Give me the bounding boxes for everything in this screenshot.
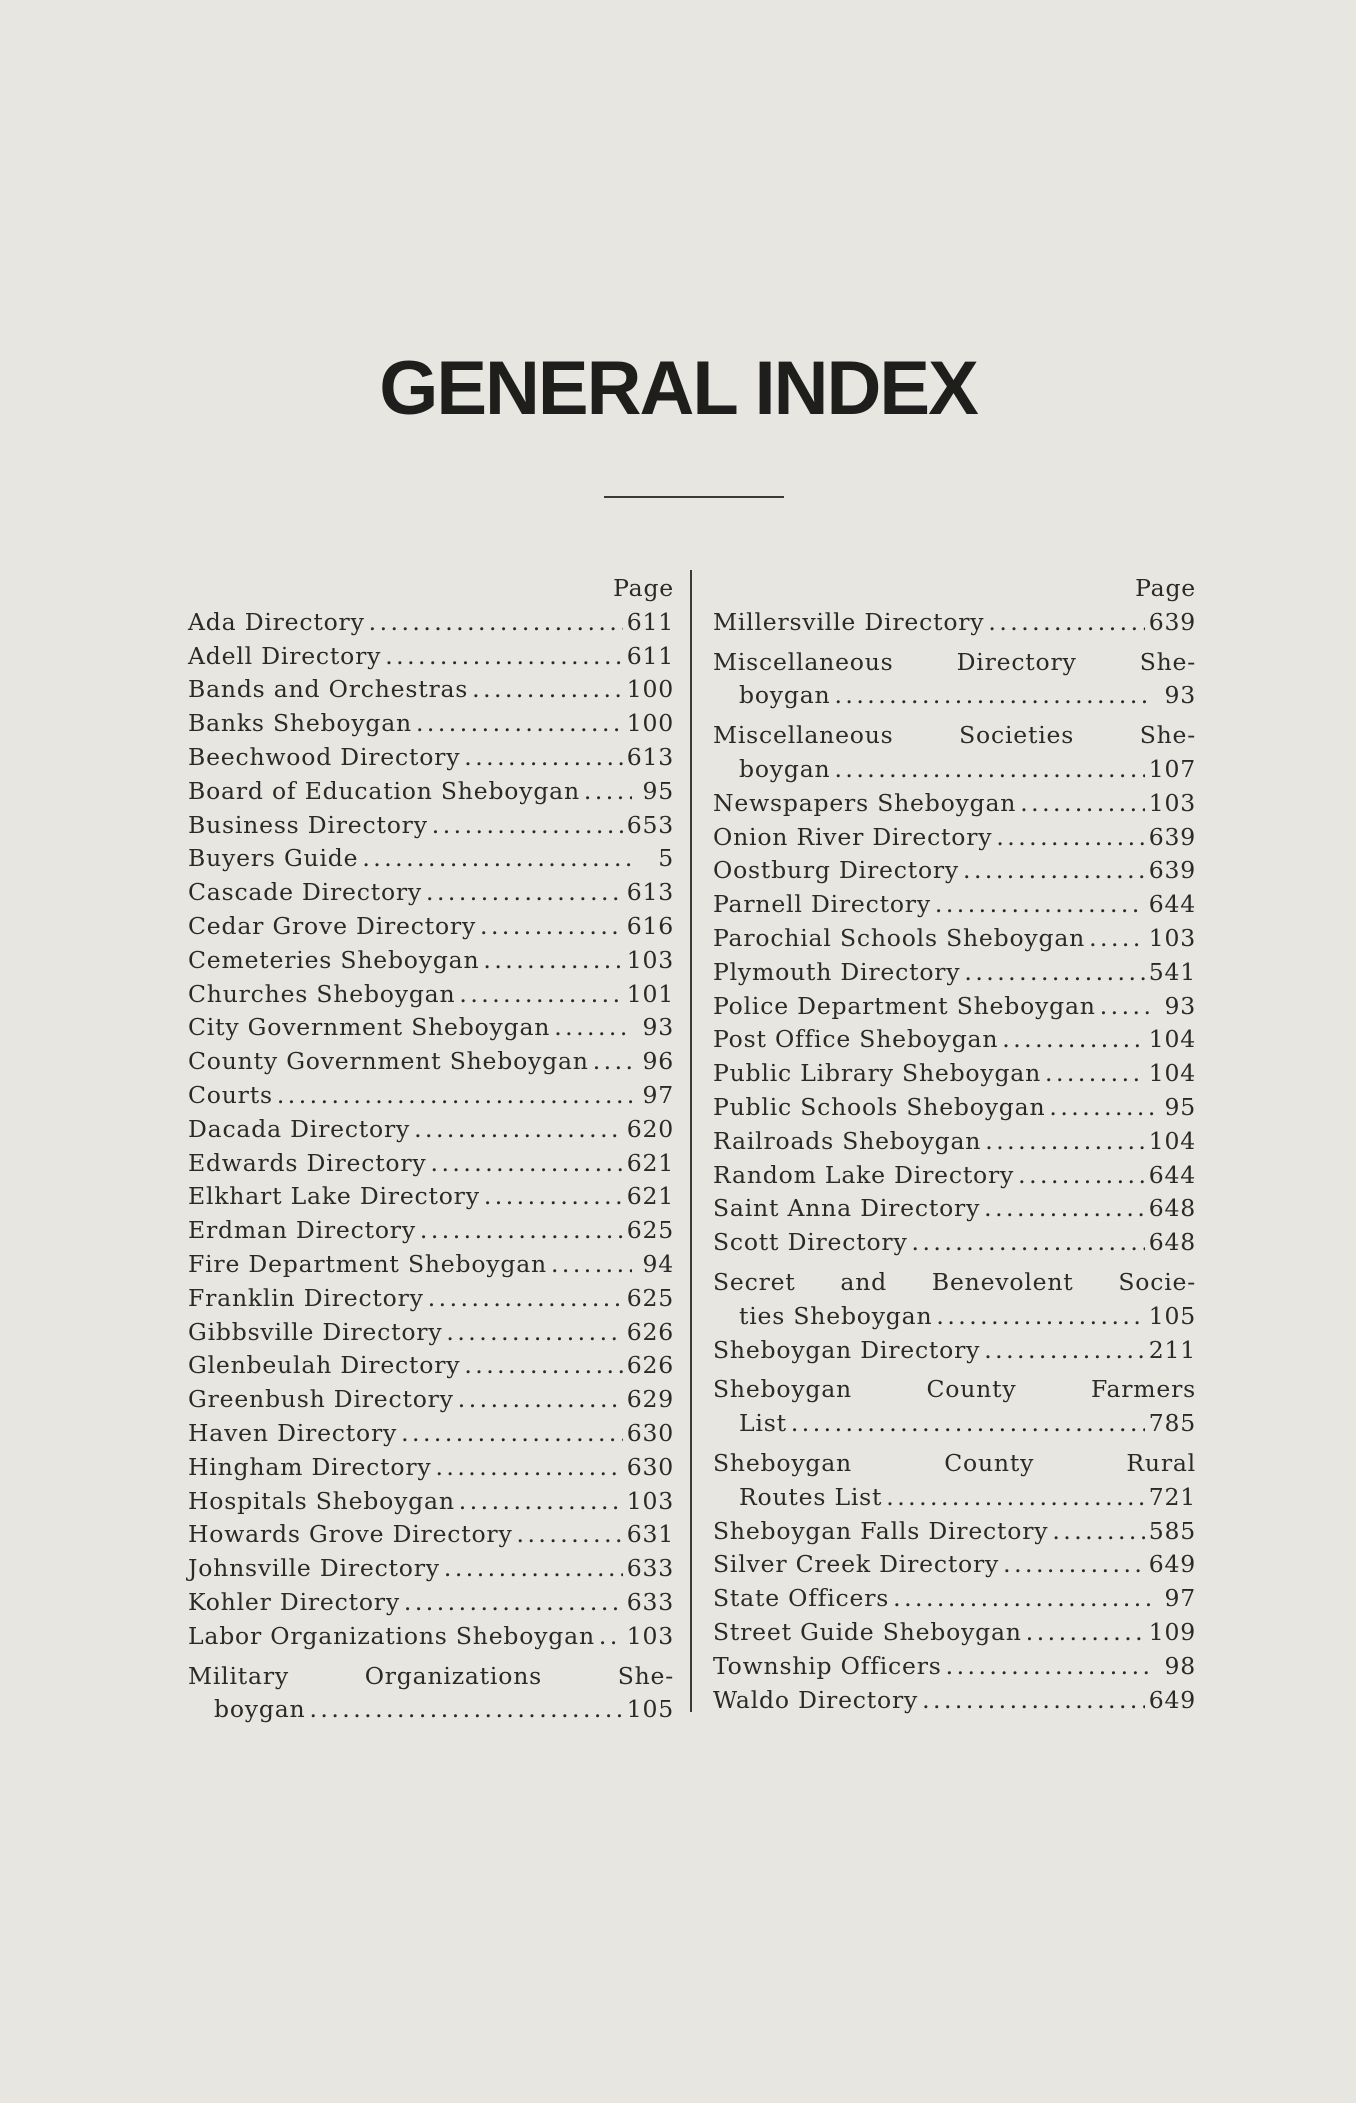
dot-leader [309, 1693, 622, 1727]
dot-leader [834, 753, 1144, 787]
entry-name: Buyers Guide [188, 844, 359, 873]
entry-page-number: 639 [1148, 822, 1196, 851]
column-divider [690, 570, 692, 1712]
entry-name: Cedar Grove Directory [188, 911, 477, 940]
index-entry [713, 1373, 1196, 1441]
entry-name: Township Officers [713, 1651, 942, 1680]
dot-leader [484, 1180, 623, 1214]
dot-leader [1089, 922, 1145, 956]
dot-leader [551, 1248, 632, 1282]
entry-name: Franklin Directory [188, 1283, 424, 1312]
index-entry [188, 775, 674, 809]
index-entry [188, 1349, 674, 1383]
index-entry [713, 1057, 1196, 1091]
dot-leader [464, 741, 622, 775]
entry-name: Glenbeulah Directory [188, 1351, 461, 1380]
index-entry [188, 876, 674, 910]
entry-name: City Government Sheboygan [188, 1013, 551, 1042]
entry-name: Fire Department Sheboygan [188, 1249, 547, 1278]
dot-leader [404, 1586, 623, 1620]
entry-page-number: 105 [1148, 1301, 1196, 1330]
dot-leader [886, 1481, 1144, 1515]
entry-name: Onion River Directory [713, 822, 993, 851]
dot-leader [459, 1485, 623, 1519]
index-entries-left [188, 606, 674, 1727]
dot-leader [446, 1316, 622, 1350]
dot-leader [362, 842, 632, 876]
entry-name: Saint Anna Directory [713, 1194, 981, 1223]
dot-leader [480, 910, 623, 944]
dot-leader [1020, 787, 1145, 821]
dot-leader [426, 876, 623, 910]
entry-page-number: 95 [1164, 1092, 1196, 1121]
entry-name: Public Library Sheboygan [713, 1059, 1042, 1088]
index-entry [713, 922, 1196, 956]
entry-page-number: 626 [626, 1351, 674, 1380]
dot-leader [935, 888, 1145, 922]
entry-page-number: 211 [1148, 1335, 1196, 1364]
entry-page-number: 631 [626, 1520, 674, 1549]
dot-leader [936, 1300, 1144, 1334]
dot-leader [893, 1582, 1154, 1616]
dot-leader [1018, 1159, 1145, 1193]
dot-leader [1049, 1091, 1154, 1125]
dot-leader [414, 1113, 623, 1147]
entry-page-number: 625 [626, 1216, 674, 1245]
index-entry [188, 1045, 674, 1079]
entry-page-number: 626 [626, 1317, 674, 1346]
entry-page-number: 103 [626, 1486, 674, 1515]
entry-name-line1: Secret and Benevolent Socie- [713, 1267, 1196, 1296]
index-entry [188, 1113, 674, 1147]
entry-name: Business Directory [188, 810, 428, 839]
entry-name-line1: Military Organizations She- [188, 1661, 674, 1690]
entry-page-number: 648 [1148, 1194, 1196, 1223]
dot-leader [988, 606, 1144, 640]
entry-name: Sheboygan Directory [713, 1335, 981, 1364]
index-entry [188, 673, 674, 707]
index-entry [713, 1650, 1196, 1684]
dot-leader [554, 1011, 632, 1045]
entry-name: Cascade Directory [188, 878, 423, 907]
entry-page-number: 97 [642, 1080, 674, 1109]
entry-page-number: 103 [1148, 923, 1196, 952]
index-entry [713, 1091, 1196, 1125]
index-entry [713, 1548, 1196, 1582]
index-entry [188, 978, 674, 1012]
title-rule [604, 496, 784, 498]
dot-leader [1052, 1515, 1144, 1549]
entry-page-number: 648 [1148, 1228, 1196, 1257]
dot-leader [1002, 1023, 1144, 1057]
index-entry [713, 854, 1196, 888]
index-entry [188, 707, 674, 741]
entry-page-number: 103 [626, 945, 674, 974]
entry-page-number: 541 [1148, 957, 1196, 986]
entry-page-number: 653 [626, 810, 674, 839]
entry-page-number: 616 [626, 911, 674, 940]
dot-leader [834, 679, 1154, 713]
entry-page-number: 625 [626, 1283, 674, 1312]
entry-page-number: 621 [626, 1148, 674, 1177]
entry-name: Haven Directory [188, 1418, 398, 1447]
entry-name: Police Department Sheboygan [713, 991, 1096, 1020]
dot-leader [1026, 1616, 1145, 1650]
entry-page-number: 104 [1148, 1059, 1196, 1088]
dot-leader [420, 1214, 623, 1248]
entry-name: Public Schools Sheboygan [713, 1092, 1046, 1121]
entry-page-number: 98 [1164, 1651, 1196, 1680]
index-entry [188, 606, 674, 640]
entry-page-number: 630 [626, 1452, 674, 1481]
entry-page-number: 611 [626, 607, 674, 636]
entry-page-number: 630 [626, 1418, 674, 1447]
entry-page-number: 107 [1148, 754, 1196, 783]
entry-name: County Government Sheboygan [188, 1047, 589, 1076]
page-column-header: Page [613, 574, 674, 602]
entry-name: Plymouth Directory [713, 957, 961, 986]
entry-name-line2: boygan [739, 681, 831, 710]
entry-name: Adell Directory [188, 641, 382, 670]
entry-page-number: 613 [626, 878, 674, 907]
dot-leader [985, 1125, 1144, 1159]
entry-page-number: 93 [1164, 991, 1196, 1020]
entry-name-line2: List [739, 1409, 787, 1438]
entry-page-number: 585 [1148, 1516, 1196, 1545]
entry-name: Beechwood Directory [188, 742, 461, 771]
index-entry [188, 842, 674, 876]
index-entry [188, 1147, 674, 1181]
index-entry [713, 956, 1196, 990]
entry-name: Ada Directory [188, 607, 365, 636]
entry-page-number: 649 [1148, 1550, 1196, 1579]
entry-page-number: 649 [1148, 1685, 1196, 1714]
entry-name: Dacada Directory [188, 1114, 411, 1143]
index-entry [713, 1515, 1196, 1549]
entry-page-number: 94 [642, 1249, 674, 1278]
entry-name-line1: Miscellaneous Societies She- [713, 721, 1196, 750]
entry-page-number: 5 [658, 844, 674, 873]
entry-page-number: 105 [626, 1695, 674, 1724]
dot-leader [416, 707, 623, 741]
entry-page-number: 785 [1148, 1409, 1196, 1438]
entry-name: Kohler Directory [188, 1587, 400, 1616]
dot-leader [946, 1650, 1154, 1684]
index-entry [713, 1582, 1196, 1616]
index-entry [188, 1552, 674, 1586]
entry-page-number: 97 [1164, 1584, 1196, 1613]
entry-name: Parnell Directory [713, 890, 931, 919]
index-entry [713, 1159, 1196, 1193]
page-column-header: Page [1135, 574, 1196, 602]
entry-name: Railroads Sheboygan [713, 1126, 982, 1155]
index-entry [188, 1214, 674, 1248]
entry-page-number: 93 [642, 1013, 674, 1042]
entry-name: Post Office Sheboygan [713, 1025, 999, 1054]
index-entry [713, 990, 1196, 1024]
dot-leader [444, 1552, 623, 1586]
entry-page-number: 95 [642, 776, 674, 805]
index-entry [713, 1266, 1196, 1334]
dot-leader [922, 1684, 1145, 1718]
index-entry [188, 640, 674, 674]
index-entry [188, 1518, 674, 1552]
dot-leader [277, 1079, 632, 1113]
dot-leader [1100, 990, 1154, 1024]
entry-page-number: 93 [1164, 681, 1196, 710]
index-entry [713, 646, 1196, 714]
entry-name: Waldo Directory [713, 1685, 919, 1714]
dot-leader [458, 1383, 623, 1417]
entry-page-number: 96 [642, 1047, 674, 1076]
entry-name-line2: Routes List [739, 1482, 883, 1511]
entry-name: State Officers [713, 1584, 890, 1613]
entry-page-number: 629 [626, 1385, 674, 1414]
entry-name: Courts [188, 1080, 273, 1109]
entry-page-number: 100 [626, 709, 674, 738]
entry-page-number: 639 [1148, 856, 1196, 885]
entry-name: Elkhart Lake Directory [188, 1182, 480, 1211]
dot-leader [385, 640, 623, 674]
index-entry [713, 1684, 1196, 1718]
index-entry [713, 1616, 1196, 1650]
entry-page-number: 644 [1148, 1160, 1196, 1189]
entry-page-number: 620 [626, 1114, 674, 1143]
entry-name-line1: Sheboygan County Rural [713, 1448, 1196, 1477]
dot-leader [912, 1226, 1145, 1260]
index-entry [188, 1248, 674, 1282]
dot-leader [431, 1147, 623, 1181]
index-entry [713, 821, 1196, 855]
entry-page-number: 104 [1148, 1025, 1196, 1054]
dot-leader [963, 854, 1145, 888]
index-entry [188, 1417, 674, 1451]
dot-leader [517, 1518, 623, 1552]
index-entry [188, 1180, 674, 1214]
index-entry [713, 719, 1196, 787]
entry-name: Board of Education Sheboygan [188, 776, 580, 805]
dot-leader [996, 821, 1144, 855]
index-entry [188, 910, 674, 944]
entry-page-number: 721 [1148, 1482, 1196, 1511]
entry-page-number: 621 [626, 1182, 674, 1211]
dot-leader [428, 1282, 623, 1316]
entry-name-line2: ties Sheboygan [739, 1301, 933, 1330]
index-entry [188, 1620, 674, 1654]
dot-leader [435, 1451, 622, 1485]
entry-name: Sheboygan Falls Directory [713, 1516, 1049, 1545]
index-entry [188, 741, 674, 775]
entry-name: Hospitals Sheboygan [188, 1486, 455, 1515]
entry-name: Silver Creek Directory [713, 1550, 1000, 1579]
entry-page-number: 633 [626, 1587, 674, 1616]
entry-name-line1: Miscellaneous Directory She- [713, 647, 1196, 676]
entry-name: Howards Grove Directory [188, 1520, 513, 1549]
entry-name: Labor Organizations Sheboygan [188, 1621, 595, 1650]
entry-name: Bands and Orchestras [188, 675, 469, 704]
dot-leader [791, 1407, 1145, 1441]
index-entry [713, 888, 1196, 922]
entry-page-number: 613 [626, 742, 674, 771]
entry-name: Cemeteries Sheboygan [188, 945, 480, 974]
entry-name: Oostburg Directory [713, 856, 960, 885]
index-entry [188, 1451, 674, 1485]
entry-name: Scott Directory [713, 1228, 908, 1257]
entry-page-number: 109 [1148, 1617, 1196, 1646]
index-entry [188, 1660, 674, 1728]
entry-name: Johnsville Directory [188, 1554, 440, 1583]
entry-page-number: 644 [1148, 890, 1196, 919]
index-entry [188, 1316, 674, 1350]
index-entry [713, 606, 1196, 640]
entry-page-number: 104 [1148, 1126, 1196, 1155]
dot-leader [464, 1349, 622, 1383]
entry-name: Millersville Directory [713, 607, 985, 636]
dot-leader [984, 1192, 1145, 1226]
dot-leader [964, 956, 1144, 990]
page-title: GENERAL INDEX [379, 346, 977, 431]
index-column-right [713, 572, 1196, 1717]
entry-name-line2: boygan [214, 1695, 306, 1724]
entry-name-line1: Sheboygan County Farmers [713, 1375, 1196, 1404]
entry-page-number: 103 [626, 1621, 674, 1650]
index-entry [713, 1023, 1196, 1057]
entry-name: Churches Sheboygan [188, 979, 456, 1008]
entry-page-number: 101 [626, 979, 674, 1008]
index-entry [713, 1447, 1196, 1515]
dot-leader [584, 775, 632, 809]
dot-leader [432, 809, 623, 843]
dot-leader [369, 606, 623, 640]
entry-name: Greenbush Directory [188, 1385, 454, 1414]
index-entry [188, 1383, 674, 1417]
dot-leader [984, 1334, 1145, 1368]
dot-leader [472, 673, 623, 707]
dot-leader [1045, 1057, 1145, 1091]
index-entry [188, 1079, 674, 1113]
index-entry [713, 1125, 1196, 1159]
index-entry [188, 1485, 674, 1519]
dot-leader [483, 944, 622, 978]
entry-name: Erdman Directory [188, 1216, 416, 1245]
index-entry [713, 1226, 1196, 1260]
entry-page-number: 103 [1148, 788, 1196, 817]
index-entry [188, 1586, 674, 1620]
index-entry [188, 944, 674, 978]
entry-name: Edwards Directory [188, 1148, 427, 1177]
dot-leader [459, 978, 622, 1012]
index-entry [188, 1282, 674, 1316]
index-entry [188, 809, 674, 843]
dot-leader [401, 1417, 623, 1451]
entry-name: Street Guide Sheboygan [713, 1617, 1022, 1646]
entry-name: Parochial Schools Sheboygan [713, 923, 1086, 952]
entry-page-number: 611 [626, 641, 674, 670]
entry-name: Hingham Directory [188, 1452, 432, 1481]
entry-name: Banks Sheboygan [188, 709, 412, 738]
index-entry [713, 1192, 1196, 1226]
entry-page-number: 633 [626, 1554, 674, 1583]
index-entries-right [713, 606, 1196, 1718]
entry-page-number: 100 [626, 675, 674, 704]
entry-name: Newspapers Sheboygan [713, 788, 1017, 817]
entry-name: Gibbsville Directory [188, 1317, 443, 1346]
index-entry [713, 1334, 1196, 1368]
dot-leader [1003, 1548, 1145, 1582]
index-entry [188, 1011, 674, 1045]
index-entry [713, 787, 1196, 821]
dot-leader [599, 1620, 623, 1654]
entry-name-line2: boygan [739, 754, 831, 783]
index-column-left [188, 572, 674, 1727]
entry-name: Random Lake Directory [713, 1160, 1015, 1189]
dot-leader [593, 1045, 632, 1079]
entry-page-number: 639 [1148, 607, 1196, 636]
